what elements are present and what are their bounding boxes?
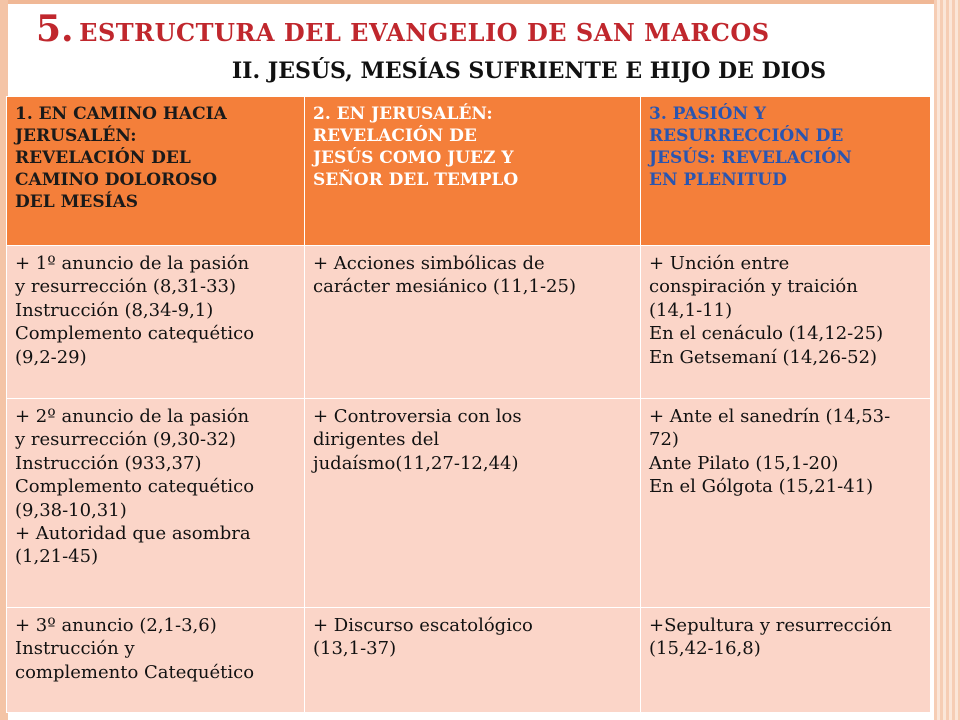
table-cell [305, 399, 641, 608]
cell-line: + Acciones simbólicas de [313, 253, 545, 274]
cell-line: Instrucción (8,34-9,1) [15, 299, 214, 321]
header-cell-2 [305, 97, 641, 246]
header-cell-3 [641, 97, 931, 246]
cell-line: (9,38-10,31) [15, 499, 127, 521]
cell-line: + Unción entre [649, 253, 790, 274]
table-row [7, 246, 931, 399]
cell-line: (15,42-16,8) [649, 638, 761, 660]
cell-line: + Controversia con los [313, 406, 522, 427]
table-cell [305, 608, 641, 713]
header-cell-line: SEÑOR DEL TEMPLO [313, 170, 519, 191]
header-cell-1 [7, 97, 305, 246]
table-header-row [7, 97, 931, 246]
cell-line: 72) [649, 429, 679, 451]
cell-line: + Ante el sanedrín (14,53- [649, 406, 891, 427]
cell-line: complemento Catequético [15, 661, 255, 683]
cell-line: Instrucción y [15, 638, 135, 660]
cell-line: Instrucción (933,37) [15, 452, 202, 474]
table-cell [305, 246, 641, 399]
header-cell-line: JESÚS COMO JUEZ Y [313, 148, 514, 169]
cell-line: (1,21-45) [15, 546, 99, 568]
cell-line: +Sepultura y resurrección [649, 615, 893, 636]
cell-line: (14,1-11) [649, 299, 733, 321]
table-cell [7, 246, 305, 399]
cell-line: judaísmo(11,27-12,44) [313, 452, 519, 474]
header-cell-line: 2. EN JERUSALÉN: [313, 104, 493, 124]
table-cell [7, 399, 305, 608]
slide-title [36, 8, 770, 50]
header-cell-line: JERUSALÉN: [15, 126, 137, 147]
cell-line: Complemento catequético [15, 323, 255, 345]
cell-line: conspiración y traición [649, 276, 858, 298]
slide-title-number: 5. [36, 8, 74, 50]
table-cell [7, 608, 305, 713]
cell-line: Complemento catequético [15, 476, 255, 498]
cell-line: y resurrección (8,31-33) [15, 276, 237, 298]
cell-line: (9,2-29) [15, 346, 87, 368]
cell-line: En Getsemaní (14,26-52) [649, 346, 878, 368]
cell-line: (13,1-37) [313, 638, 397, 660]
header-cell-line: REVELACIÓN DEL [15, 148, 191, 169]
header-cell-line: DEL MESÍAS [15, 192, 139, 213]
cell-line: carácter mesiánico (11,1-25) [313, 276, 576, 298]
table-cell [641, 246, 931, 399]
table-row [7, 608, 931, 713]
cell-line: + Discurso escatológico [313, 615, 533, 636]
table-cell [641, 399, 931, 608]
cell-line: + 1º anuncio de la pasión [15, 253, 250, 274]
cell-line: + 2º anuncio de la pasión [15, 406, 250, 427]
slide-title-text: ESTRUCTURA DEL EVANGELIO DE SAN MARCOS [79, 18, 770, 47]
cell-line: Ante Pilato (15,1-20) [649, 452, 839, 474]
cell-line: En el Gólgota (15,21-41) [649, 476, 874, 498]
slide-subtitle: II. JESÚS, MESÍAS SUFRIENTE E HIJO DE DIOS [231, 58, 826, 84]
structure-table [6, 96, 931, 713]
cell-line: + Autoridad que asombra [15, 522, 251, 544]
cell-line: dirigentes del [313, 429, 440, 451]
cell-line: y resurrección (9,30-32) [15, 429, 237, 451]
right-frame-stripes [934, 0, 960, 720]
cell-line: + 3º anuncio (2,1-3,6) [15, 615, 217, 636]
top-frame-border [8, 0, 934, 4]
table-row [7, 399, 931, 608]
header-cell-line: EN PLENITUD [649, 170, 787, 191]
header-cell-line: REVELACIÓN DE [313, 126, 477, 147]
header-cell-line: JESÚS: REVELACIÓN [649, 148, 852, 169]
cell-line: En el cenáculo (14,12-25) [649, 323, 884, 345]
header-cell-line: CAMINO DOLOROSO [15, 170, 218, 191]
table-cell [641, 608, 931, 713]
header-cell-line: 3. PASIÓN Y [649, 104, 767, 124]
header-cell-line: RESURRECCIÓN DE [649, 126, 844, 147]
header-cell-line: 1. EN CAMINO HACIA [15, 104, 227, 124]
